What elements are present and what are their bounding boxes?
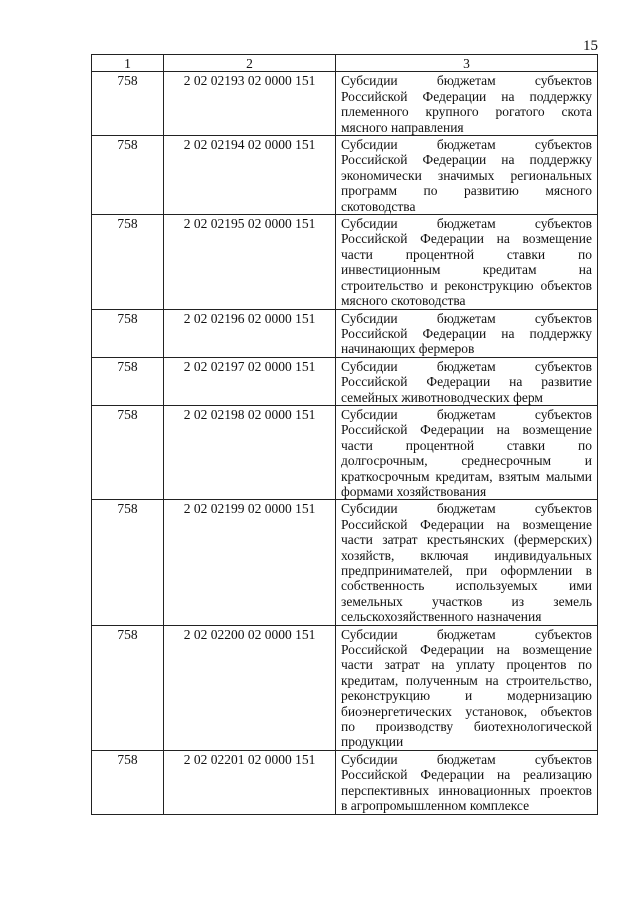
description-line: мясного скотоводства <box>341 293 466 309</box>
description-line: Российской Федерации на поддержку <box>341 88 592 104</box>
budget-classification-code-cell: 2 02 02198 02 0000 151 <box>164 405 336 499</box>
revenue-description-cell <box>336 405 598 499</box>
table-row <box>92 136 598 215</box>
description-line: Субсидии бюджетам субъектов <box>341 626 592 642</box>
description-line: части процентной ставки по <box>341 437 592 453</box>
table-row <box>92 405 598 499</box>
budget-classification-code-cell: 2 02 02195 02 0000 151 <box>164 215 336 309</box>
description-line: Субсидии бюджетам субъектов <box>341 501 592 517</box>
table-row <box>92 625 598 750</box>
administrator-code-cell: 758 <box>92 136 164 215</box>
table-row <box>92 750 598 814</box>
revenue-description-cell <box>336 136 598 215</box>
description-line: перспективных инновационных проектов <box>341 782 592 798</box>
description-line: Субсидии бюджетам субъектов <box>341 216 592 232</box>
budget-classification-code-cell: 2 02 02197 02 0000 151 <box>164 357 336 405</box>
description-line: Российской Федерации на возмещение <box>341 642 592 658</box>
description-line: строительство и реконструкцию объектов <box>341 277 592 293</box>
revenue-description-cell <box>336 215 598 309</box>
description-line: Субсидии бюджетам субъектов <box>341 406 592 422</box>
description-line: Субсидии бюджетам субъектов <box>341 137 592 153</box>
description-line: инвестиционным кредитам на <box>341 262 592 278</box>
budget-codes-table <box>91 54 598 815</box>
description-line: Российской Федерации на возмещение <box>341 231 592 247</box>
description-line: Российской Федерации на поддержку <box>341 325 592 341</box>
page-number: 15 <box>583 38 598 54</box>
revenue-description-cell <box>336 500 598 625</box>
revenue-description-cell <box>336 309 598 357</box>
budget-classification-code-cell: 2 02 02193 02 0000 151 <box>164 72 336 136</box>
description-line: Российской Федерации на реализацию <box>341 767 592 783</box>
administrator-code-cell: 758 <box>92 625 164 750</box>
description-line: собственность используемых ими <box>341 578 592 594</box>
description-line: кредитам, полученным на строительство, <box>341 672 592 688</box>
description-line: сельскохозяйственного назначения <box>341 609 542 625</box>
administrator-code-cell: 758 <box>92 72 164 136</box>
description-line: Российской Федерации на возмещение <box>341 422 592 438</box>
column-header-2: 2 <box>164 55 336 72</box>
revenue-description-cell <box>336 750 598 814</box>
table-header-row <box>92 55 598 72</box>
table-row <box>92 72 598 136</box>
administrator-code-cell: 758 <box>92 357 164 405</box>
description-line: реконструкцию и модернизацию <box>341 688 592 704</box>
description-line: экономически значимых региональных <box>341 167 592 183</box>
description-line: Субсидии бюджетам субъектов <box>341 310 592 326</box>
description-line: долгосрочным, среднесрочным и <box>341 453 592 469</box>
table-row <box>92 309 598 357</box>
description-line: в агропромышленном комплексе <box>341 798 530 814</box>
description-line: части затрат крестьянских (фермерских) <box>341 532 592 548</box>
budget-classification-code-cell: 2 02 02194 02 0000 151 <box>164 136 336 215</box>
administrator-code-cell: 758 <box>92 309 164 357</box>
revenue-description-cell <box>336 72 598 136</box>
administrator-code-cell: 758 <box>92 500 164 625</box>
description-line: предпринимателей, при оформлении в <box>341 563 592 578</box>
table-row <box>92 357 598 405</box>
administrator-code-cell: 758 <box>92 750 164 814</box>
description-line: по производству биотехнологической <box>341 719 592 735</box>
table-row <box>92 500 598 625</box>
description-line: земельных участков из земель <box>341 593 592 609</box>
description-line: хозяйств, включая индивидуальных <box>341 547 592 563</box>
description-line: Российской Федерации на возмещение <box>341 516 592 532</box>
budget-classification-code-cell: 2 02 02201 02 0000 151 <box>164 750 336 814</box>
description-line: формами хозяйствования <box>341 483 487 499</box>
description-line: биоэнергетических установок, объектов <box>341 703 592 719</box>
table-row <box>92 215 598 309</box>
description-line: продукции <box>341 734 404 750</box>
description-line: скотоводства <box>341 198 416 214</box>
revenue-description-cell <box>336 357 598 405</box>
description-line: семейных животноводческих ферм <box>341 389 543 405</box>
table-body <box>92 72 598 814</box>
budget-classification-code-cell: 2 02 02199 02 0000 151 <box>164 500 336 625</box>
description-line: племенного крупного рогатого скота <box>341 104 592 120</box>
revenue-description-cell <box>336 625 598 750</box>
administrator-code-cell: 758 <box>92 215 164 309</box>
description-line: Субсидии бюджетам субъектов <box>341 73 592 89</box>
description-line: Российской Федерации на развитие <box>341 374 592 390</box>
description-line: Российской Федерации на поддержку <box>341 152 592 168</box>
description-line: краткосрочным кредитам, взятым малыми <box>341 468 592 484</box>
description-line: Субсидии бюджетам субъектов <box>341 751 592 767</box>
description-line: мясного направления <box>341 119 464 135</box>
description-line: Субсидии бюджетам субъектов <box>341 358 592 374</box>
description-line: начинающих фермеров <box>341 341 475 357</box>
budget-classification-code-cell: 2 02 02200 02 0000 151 <box>164 625 336 750</box>
column-header-3: 3 <box>336 55 598 72</box>
description-line: программ по развитию мясного <box>341 183 592 199</box>
administrator-code-cell: 758 <box>92 405 164 499</box>
description-line: части процентной ставки по <box>341 246 592 262</box>
column-header-1: 1 <box>92 55 164 72</box>
budget-classification-code-cell: 2 02 02196 02 0000 151 <box>164 309 336 357</box>
description-line: части затрат на уплату процентов по <box>341 657 592 673</box>
